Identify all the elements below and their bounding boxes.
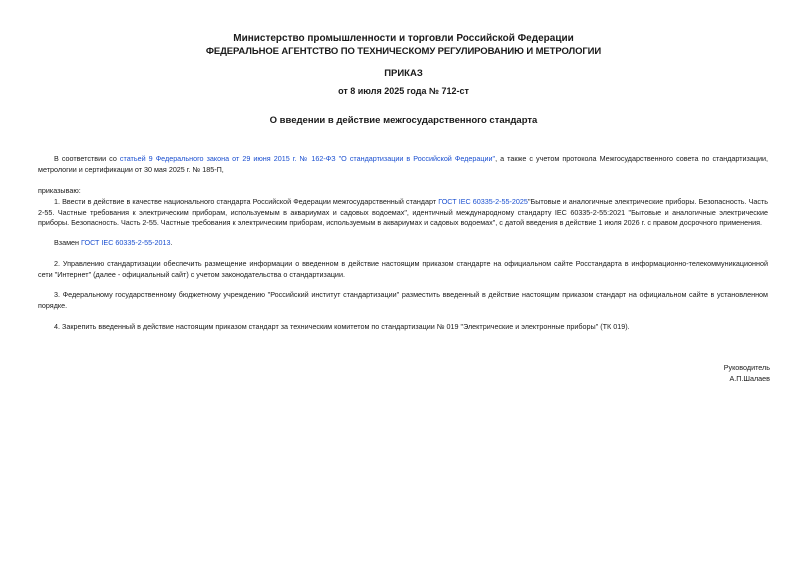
order-word: приказываю:	[38, 186, 81, 195]
date-number-heading: от 8 июля 2025 года № 712-ст	[338, 86, 469, 96]
preamble-paragraph	[38, 154, 768, 175]
replaced-standard-link[interactable]: ГОСТ IEC 60335-2-55-2013	[81, 238, 171, 247]
replacement-lead: Взамен	[54, 238, 81, 247]
preamble-lead: В соответствии со	[54, 154, 120, 163]
signature-title: Руководитель	[723, 363, 770, 372]
replacement-paragraph	[38, 238, 768, 249]
standard-link[interactable]: ГОСТ IEC 60335-2-55-2025	[438, 197, 528, 206]
item-3-paragraph: 3. Федеральному государственному бюджетному учреждению "Российский институт стандартизации" разместить введенный в действие настоящим приказом стандарт на официальном сайте в установленном порядке.	[38, 290, 768, 310]
replacement-tail: .	[170, 238, 173, 247]
doc-type-heading: ПРИКАЗ	[384, 68, 423, 79]
preamble-rest: , а также с учетом протокола Межгосударственного совета по стандартизации, метрологии и сертификации от 30 мая 2025 г. № 185-П,	[38, 154, 768, 174]
item-2-paragraph: 2. Управлению стандартизации обеспечить размещение информации о введенном в действие настоящим приказом стандарте на официальном сайте Росстандарта в информационно-телекоммуникационной сети "Интернет" (далее - официальный сайт) с учетом законодательства о стандартизации.	[38, 259, 768, 279]
item-1-rest: "Бытовые и аналогичные электрические приборы. Безопасность. Часть 2-55. Частные требования к электрическим приборам, используемым в аквариумах и садовых водоемах", идентичный международному стандарту IEC 60335-2-55:2021 "Бытовые и аналогичные электрические приборы. Безопасность. Часть 2-55. Частные требования к электрическим приборам, используемым в аквариумах и садовых водоемах", с датой введения в действие 1 июля 2026 г. с правом досрочного применения.	[38, 197, 768, 227]
item-4-paragraph: 4. Закрепить введенный в действие настоящим приказом стандарт за техническим комитетом по стандартизации № 019 "Электрические и электронные приборы" (ТК 019).	[54, 322, 630, 331]
agency-heading: ФЕДЕРАЛЬНОЕ АГЕНТСТВО ПО ТЕХНИЧЕСКОМУ РЕГУЛИРОВАНИЮ И МЕТРОЛОГИИ	[205, 46, 602, 57]
ministry-heading: Министерство промышленности и торговли Российской Федерации	[233, 33, 574, 44]
item-1-paragraph	[38, 197, 768, 229]
item-1-lead: 1. Ввести в действие в качестве национального стандарта Российской Федерации межгосударственный стандарт	[54, 197, 439, 206]
signature-name: А.П.Шалаев	[729, 374, 770, 383]
law-link[interactable]: статьей 9 Федерального закона от 29 июня 2015 г. № 162-ФЗ "О стандартизации в Российской Федерации"	[119, 154, 496, 163]
subject-heading: О введении в действие межгосударственного стандарта	[269, 115, 538, 126]
